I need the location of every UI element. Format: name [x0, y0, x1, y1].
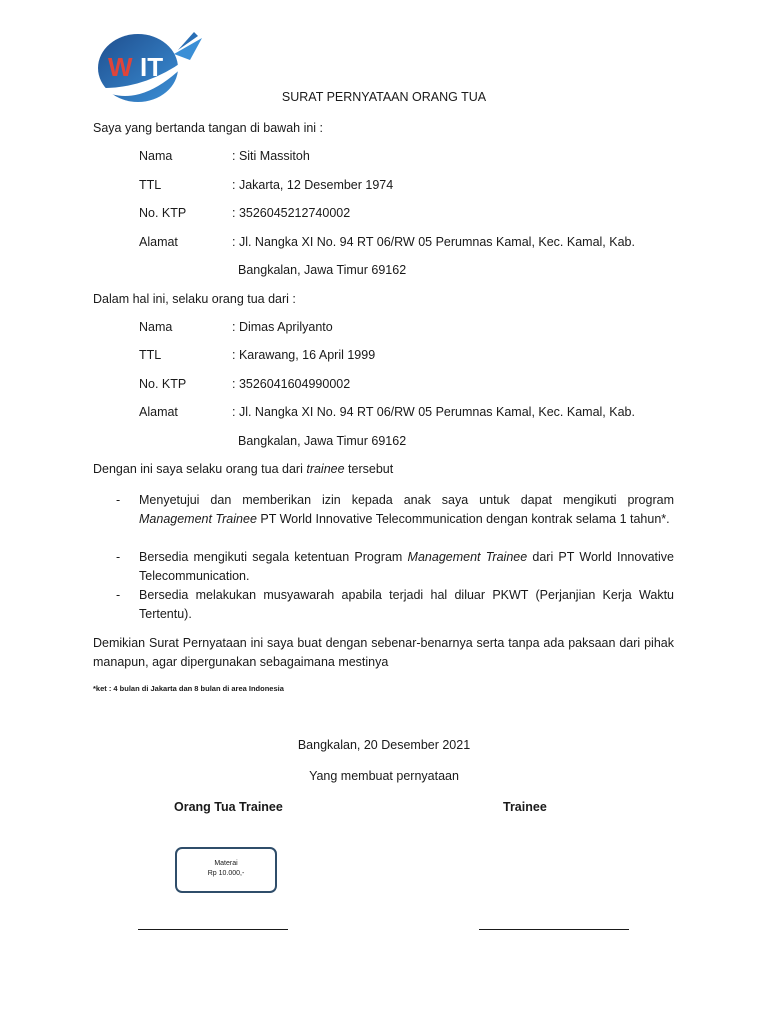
place-date: Bangkalan, 20 Desember 2021 — [297, 738, 471, 752]
statement-suffix: tersebut — [344, 462, 394, 476]
parent-ktp-value: : 3526045212740002 — [232, 206, 351, 220]
list-item-text — [139, 586, 674, 623]
parent-name-value: : Siti Massitoh — [232, 149, 310, 163]
list-dash: - — [116, 550, 121, 564]
parent-name-label: Nama — [139, 149, 173, 163]
list-item-text-b: PT World Innovative Telecommunication dengan kontrak selama 1 tahun*. — [256, 511, 670, 526]
svg-text:W: W — [108, 52, 133, 82]
list-item-text-a: Bersedia mengikuti segala ketentuan Program — [139, 550, 408, 564]
parent-ktp-label: No. KTP — [139, 206, 187, 220]
stamp-line2: Rp 10.000,- — [207, 870, 245, 877]
child-ktp-label: No. KTP — [139, 377, 187, 391]
statement-prefix: Dengan ini saya selaku orang tua dari — [93, 462, 307, 476]
signature-line-right — [479, 929, 629, 930]
child-address-value: : Jl. Nangka XI No. 94 RT 06/RW 05 Perumnas Kamal, Kec. Kamal, Kab. — [232, 405, 635, 419]
maker-text: Yang membuat pernyataan — [309, 769, 459, 783]
list-item-text-b: dari PT World Innovative Telecommunication. — [139, 550, 674, 583]
section2-text: Dalam hal ini, selaku orang tua dari : — [93, 292, 296, 306]
parent-ttl-value: : Jakarta, 12 Desember 1974 — [232, 178, 394, 192]
list-item-text-a: Menyetujui dan memberikan izin kepada anak saya untuk dapat mengikuti program — [139, 493, 674, 507]
list-dash: - — [116, 588, 121, 602]
list-item-italic: Management Trainee — [407, 550, 528, 564]
parent-address-value: : Jl. Nangka XI No. 94 RT 06/RW 05 Perumnas Kamal, Kec. Kamal, Kab. — [232, 235, 635, 249]
stamp-box — [175, 847, 277, 893]
child-address-cont: Bangkalan, Jawa Timur 69162 — [238, 434, 407, 448]
parent-ttl-label: TTL — [139, 178, 162, 192]
statement-text — [93, 460, 393, 478]
footnote: *ket : 4 bulan di Jakarta dan 8 bulan di area Indonesia — [93, 684, 284, 693]
svg-text:IT: IT — [140, 52, 164, 82]
consent-list — [116, 491, 676, 621]
sign-right-label: Trainee — [503, 800, 547, 814]
child-ttl-value: : Karawang, 16 April 1999 — [232, 348, 376, 362]
document-title: SURAT PERNYATAAN ORANG TUA — [281, 90, 487, 104]
list-item-text — [139, 491, 674, 528]
list-item-text — [139, 548, 674, 585]
list-item-italic: Management Trainee — [139, 511, 257, 526]
sign-left-label: Orang Tua Trainee — [174, 800, 283, 814]
child-name-label: Nama — [139, 320, 173, 334]
list-item-text-a: Bersedia melakukan musyawarah apabila terjadi hal diluar PKWT (Perjanjian Kerja Waktu Tertentu). — [139, 588, 674, 621]
closing-paragraph: Demikian Surat Pernyataan ini saya buat dengan sebenar-benarnya serta tanpa ada paksaan dari pihak manapun, agar dipergunakan sebagaimana mestinya — [93, 636, 674, 669]
intro-text: Saya yang bertanda tangan di bawah ini : — [93, 121, 324, 135]
child-name-value: : Dimas Aprilyanto — [232, 320, 333, 334]
child-ktp-value: : 3526041604990002 — [232, 377, 351, 391]
parent-address-label: Alamat — [139, 235, 178, 249]
list-dash: - — [116, 493, 121, 507]
child-ttl-label: TTL — [139, 348, 162, 362]
statement-italic: trainee — [306, 462, 345, 476]
parent-address-cont: Bangkalan, Jawa Timur 69162 — [238, 263, 407, 277]
child-address-label: Alamat — [139, 405, 178, 419]
stamp-line1: Materai — [214, 860, 238, 867]
signature-line-left — [138, 929, 288, 930]
